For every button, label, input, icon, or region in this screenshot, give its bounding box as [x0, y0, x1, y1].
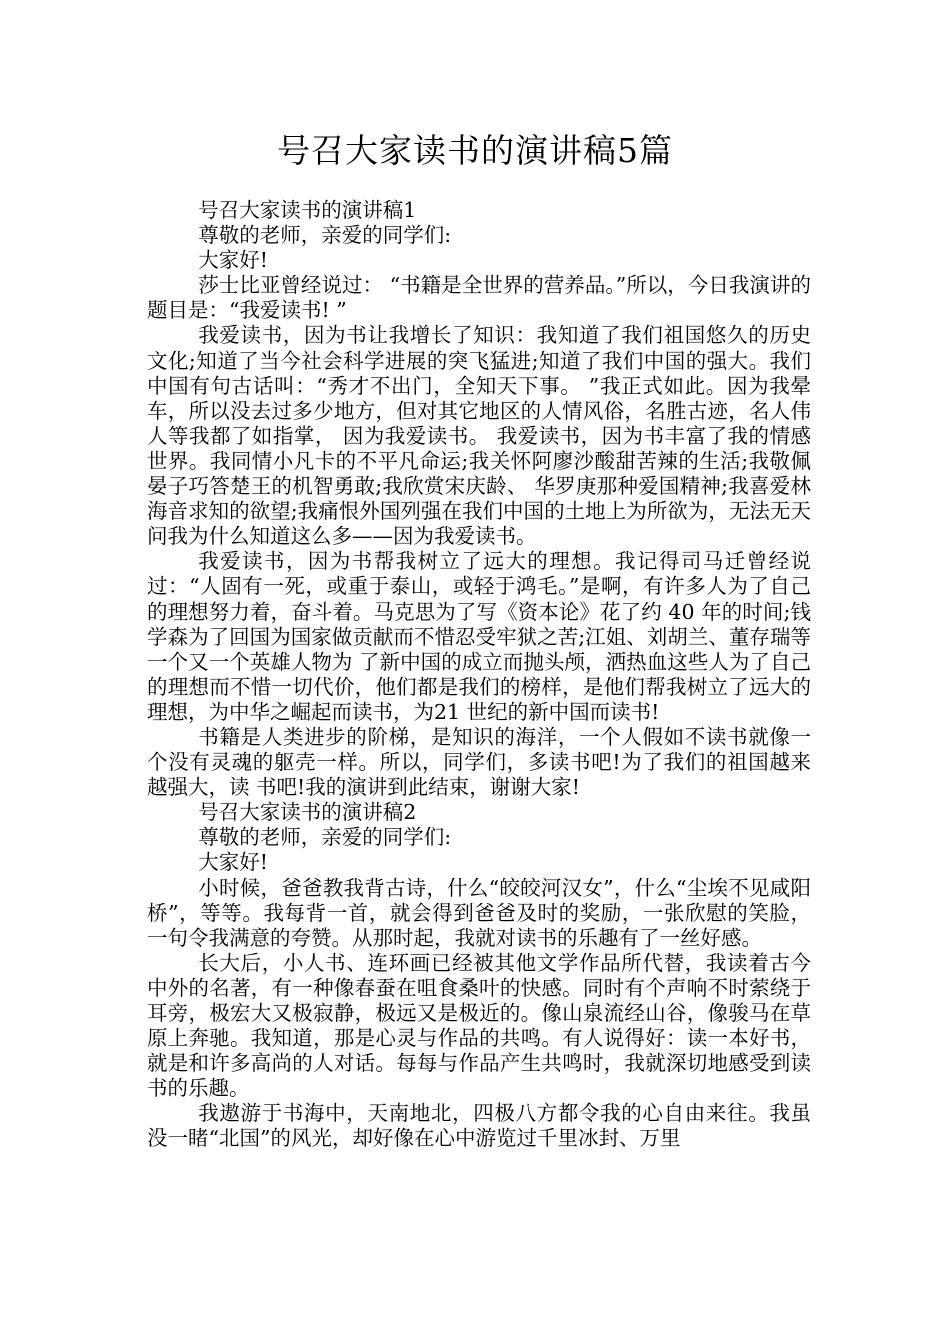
paragraph: 我爱读书，因为书让我增长了知识：我知道了我们祖国悠久的历史文化;知道了当今社会科学进展的突飞猛进;知道了我们中国的强大。我们中国有句古话叫：“秀才不出门，全知天下事。 ”我正式如此。因为我晕车，所以没去过多少地方，但对其它地区的人情风俗，名胜古迹，名人伟人等我都了如指掌， 因为我爱读书。 我爱读书，因为书丰富了我的情感世界。我同情小凡卡的不平凡命运;我关怀阿廖沙酸甜苦辣的生活;我敬佩晏子巧答楚王的机智勇敢;我欣赏宋庆龄、 华罗庚那种爱国精神;我喜爱林海音求知的欲望;我痛恨外国列强在我们中国的土地上为所欲为，无法无天问我为什么知道这么多——因为我爱读书。 [147, 323, 811, 549]
greeting: 大家好! [198, 248, 268, 273]
document-body [147, 198, 811, 1152]
paragraph: 书籍是人类进步的阶梯，是知识的海洋，一个人假如不读书就像一个没有灵魂的躯壳一样。所以，同学们，多读书吧!为了我们的祖国越来越强大，读 书吧!我的演讲到此结束，谢谢大家! [147, 724, 811, 800]
salutation: 尊敬的老师，亲爱的同学们: [198, 825, 452, 850]
paragraph: 我爱读书，因为书帮我树立了远大的理想。我记得司马迁曾经说过：“人固有一死，或重于泰山，或轻于鸿毛。”是啊，有许多人为了自己的理想努力着，奋斗着。马克思为了写《资本论》花了约 40 年的时间;钱学森为了回国为国家做贡献而不惜忍受牢狱之苦;江姐、刘胡兰、董存瑞等一个又一个英雄人物为 了新中国的成立而抛头颅，洒热血这些人为了自己的理想而不惜一切代价，他们都是我们的榜样，是他们帮我树立了远大的理想，为中华之崛起而读书，为21 世纪的新中国而读书! [147, 549, 811, 724]
document-title: 号召大家读书的演讲稿5篇 [277, 131, 673, 170]
salutation: 尊敬的老师，亲爱的同学们: [198, 223, 452, 248]
section-heading-2: 号召大家读书的演讲稿2 [198, 800, 417, 825]
paragraph: 我遨游于书海中，天南地北，四极八方都令我的心自由来往。我虽没一睹“北国”的风光，却好像在心中游览过千里冰封、万里 [147, 1101, 811, 1151]
section-heading-1: 号召大家读书的演讲稿1 [198, 198, 417, 222]
paragraph: 莎士比亚曾经说过： “书籍是全世界的营养品。”所以，今日我演讲的题目是：“我爱读书! ” [147, 273, 811, 323]
paragraph: 小时候，爸爸教我背古诗，什么“皎皎河汉女”，什么“尘埃不见咸阳桥”，等等。我每背一首，就会得到爸爸及时的奖励，一张欣慰的笑脸，一句令我满意的夸赞。从那时起，我就对读书的乐趣有了一丝好感。 [147, 875, 811, 950]
greeting: 大家好! [198, 850, 268, 875]
paragraph: 长大后，小人书、连环画已经被其他文学作品所代替，我读着古今中外的名著，有一种像春蚕在咀食桑叶的快感。同时有个声响不时萦绕于耳旁，极宏大又极寂静，极远又是极近的。像山泉流经山谷，像骏马在草原上奔驰。我知道，那是心灵与作品的共鸣。有人说得好：读一本好书，就是和许多高尚的人对话。每每与作品产生共鸣时，我就深切地感受到读书的乐趣。 [147, 950, 811, 1101]
